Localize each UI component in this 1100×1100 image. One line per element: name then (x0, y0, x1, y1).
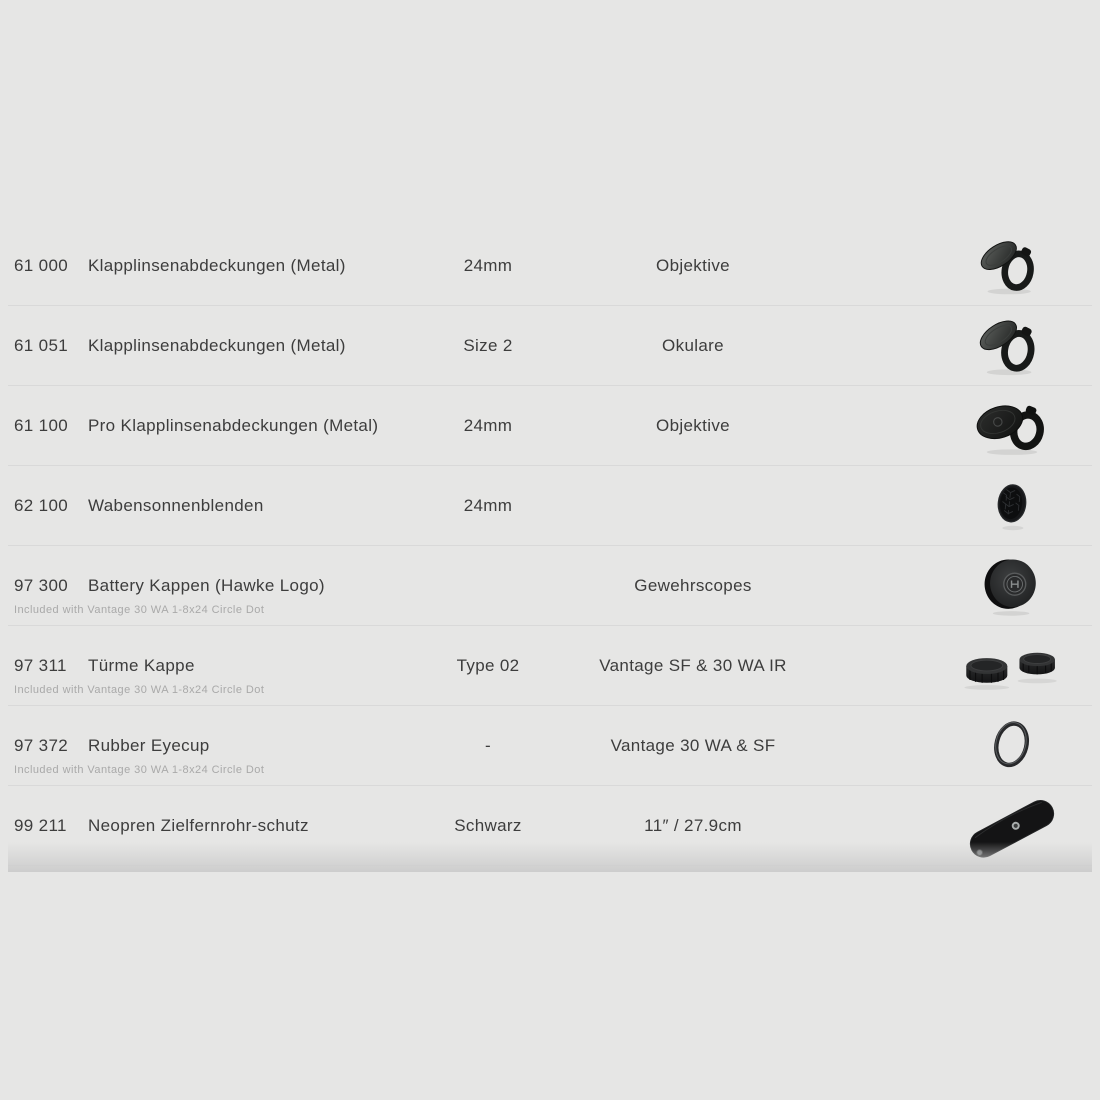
rubber-eyecup-image (932, 706, 1092, 785)
product-code: 61 051 (14, 335, 69, 355)
table-row (8, 386, 1092, 466)
product-size: Size 2 (463, 335, 513, 355)
flip-lens-cover-image (932, 226, 1092, 305)
flip-lens-cover-image (932, 306, 1092, 385)
product-code: 97 372 (14, 735, 69, 755)
product-note: Included with Vantage 30 WA 1-8x24 Circle Dot (14, 684, 265, 696)
product-note: Included with Vantage 30 WA 1-8x24 Circle Dot (14, 764, 265, 776)
pro-flip-lens-cover-image (932, 386, 1092, 465)
product-size: Schwarz (454, 815, 522, 835)
product-size: 24mm (463, 255, 513, 275)
product-compatibility: Okulare (662, 335, 724, 355)
table-row (8, 226, 1092, 306)
product-size: 24mm (463, 415, 513, 435)
product-code: 99 211 (14, 815, 67, 835)
product-compatibility: Gewehrscopes (634, 575, 752, 595)
table-row (8, 626, 1092, 706)
product-code: 97 311 (14, 655, 67, 675)
product-name: Türme Kappe (88, 655, 195, 675)
product-note: Included with Vantage 30 WA 1-8x24 Circle Dot (14, 604, 265, 616)
product-compatibility: Vantage 30 WA & SF (610, 735, 776, 755)
table-row (8, 786, 1092, 866)
neoprene-scope-cover-image (932, 786, 1092, 865)
product-name: Klapplinsenabdeckungen (Metal) (88, 255, 346, 275)
battery-cap-image (932, 546, 1092, 625)
table-row (8, 706, 1092, 786)
product-compatibility: Objektive (656, 255, 730, 275)
turret-caps-image (932, 626, 1092, 705)
product-code: 61 100 (14, 415, 69, 435)
table-row (8, 306, 1092, 386)
honeycomb-sunshade-image (932, 466, 1092, 545)
product-size: 24mm (463, 495, 513, 515)
product-code: 97 300 (14, 575, 69, 595)
product-name: Rubber Eyecup (88, 735, 210, 755)
product-name: Pro Klapplinsenabdeckungen (Metal) (88, 415, 379, 435)
product-code: 62 100 (14, 495, 69, 515)
product-name: Battery Kappen (Hawke Logo) (88, 575, 325, 595)
product-code: 61 000 (14, 255, 69, 275)
product-name: Wabensonnenblenden (88, 495, 264, 515)
product-compatibility: Vantage SF & 30 WA IR (599, 655, 787, 675)
table-row (8, 466, 1092, 546)
product-name: Klapplinsenabdeckungen (Metal) (88, 335, 346, 355)
product-name: Neopren Zielfernrohr-schutz (88, 815, 309, 835)
product-compatibility: Objektive (656, 415, 730, 435)
product-size: - (484, 735, 491, 755)
product-compatibility: 11″ / 27.9cm (644, 815, 742, 835)
accessories-table (8, 226, 1092, 872)
table-row (8, 546, 1092, 626)
product-size: Type 02 (456, 655, 520, 675)
